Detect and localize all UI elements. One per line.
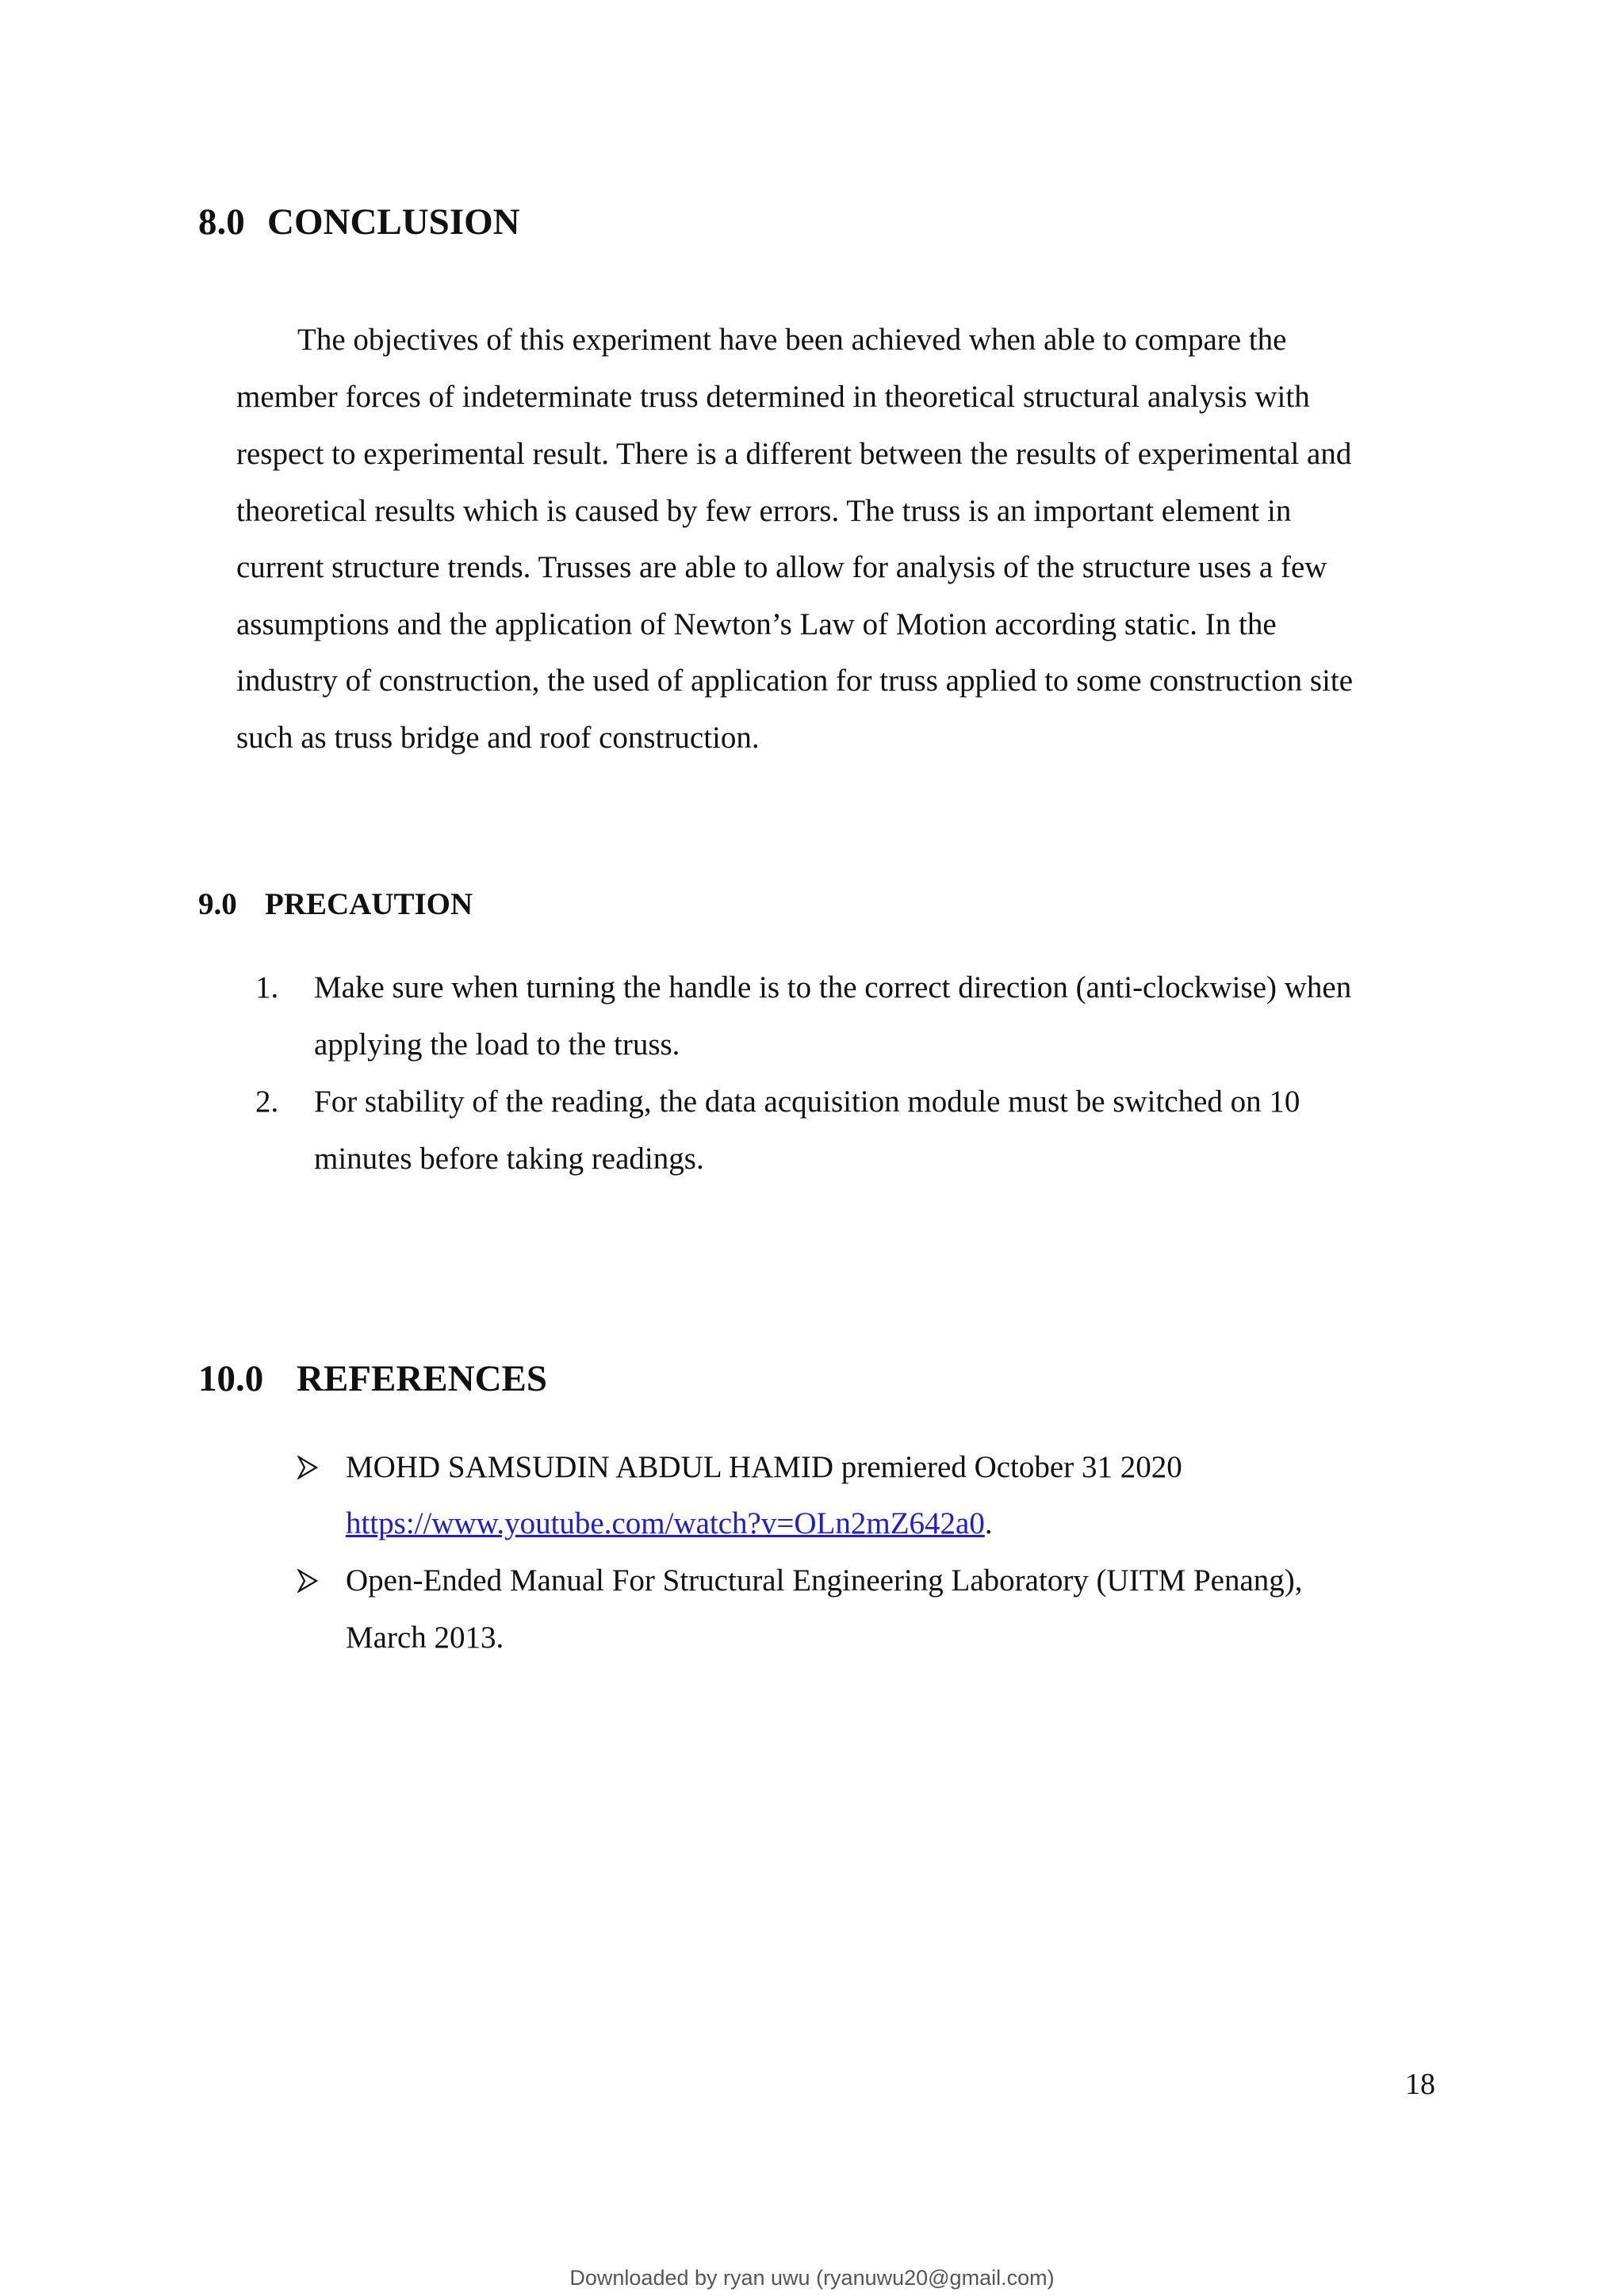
- conclusion-line: respect to experimental result. There is a different between the results of experimental and: [236, 437, 1352, 471]
- list-item-number: 2.: [255, 1085, 279, 1119]
- precaution-heading: [198, 886, 473, 924]
- reference-text: Open-Ended Manual For Structural Engineering Laboratory (UITM Penang),: [346, 1563, 1303, 1598]
- references-heading: [198, 1357, 547, 1401]
- conclusion-line: industry of construction, the used of application for truss applied to some construction site: [236, 664, 1354, 698]
- reference-link[interactable]: https://www.youtube.com/watch?v=OLn2mZ642a0: [346, 1506, 985, 1540]
- arrowhead-bullet-icon: [297, 1569, 318, 1593]
- list-item-line: minutes before taking readings.: [314, 1142, 704, 1176]
- reference-link-suffix: .: [984, 1506, 993, 1540]
- conclusion-line: such as truss bridge and roof construction.: [236, 721, 760, 755]
- conclusion-heading: [198, 200, 520, 244]
- references-heading-title: REFERENCES: [297, 1358, 548, 1399]
- list-item-number: 1.: [255, 970, 279, 1004]
- conclusion-line: The objectives of this experiment have been achieved when able to compare the: [297, 323, 1287, 357]
- precaution-heading-title: PRECAUTION: [265, 887, 473, 921]
- arrowhead-bullet-icon: [297, 1456, 318, 1479]
- references-heading-number: 10.0: [198, 1358, 264, 1399]
- conclusion-line: member forces of indeterminate truss determined in theoretical structural analysis with: [236, 380, 1310, 414]
- reference-link-line: [346, 1505, 993, 1543]
- reference-text: March 2013.: [346, 1621, 504, 1655]
- reference-text: MOHD SAMSUDIN ABDUL HAMID premiered October 31 2020: [346, 1450, 1182, 1484]
- conclusion-line: assumptions and the application of Newton’s Law of Motion according static. In the: [236, 607, 1277, 641]
- list-item-line: applying the load to the truss.: [314, 1027, 680, 1062]
- conclusion-heading-number: 8.0: [198, 201, 245, 243]
- list-item-line: For stability of the reading, the data acquisition module must be switched on 10: [314, 1085, 1300, 1119]
- precaution-heading-number: 9.0: [198, 887, 237, 921]
- conclusion-line: current structure trends. Trusses are able to allow for analysis of the structure uses a few: [236, 550, 1327, 584]
- conclusion-line: theoretical results which is caused by few errors. The truss is an important element in: [236, 494, 1292, 528]
- page-number: 18: [1405, 2068, 1435, 2101]
- conclusion-heading-title: CONCLUSION: [267, 201, 520, 243]
- download-footer: Downloaded by ryan uwu (ryanuwu20@gmail.com): [569, 2266, 1055, 2290]
- list-item-line: Make sure when turning the handle is to the correct direction (anti-clockwise) when: [314, 970, 1352, 1004]
